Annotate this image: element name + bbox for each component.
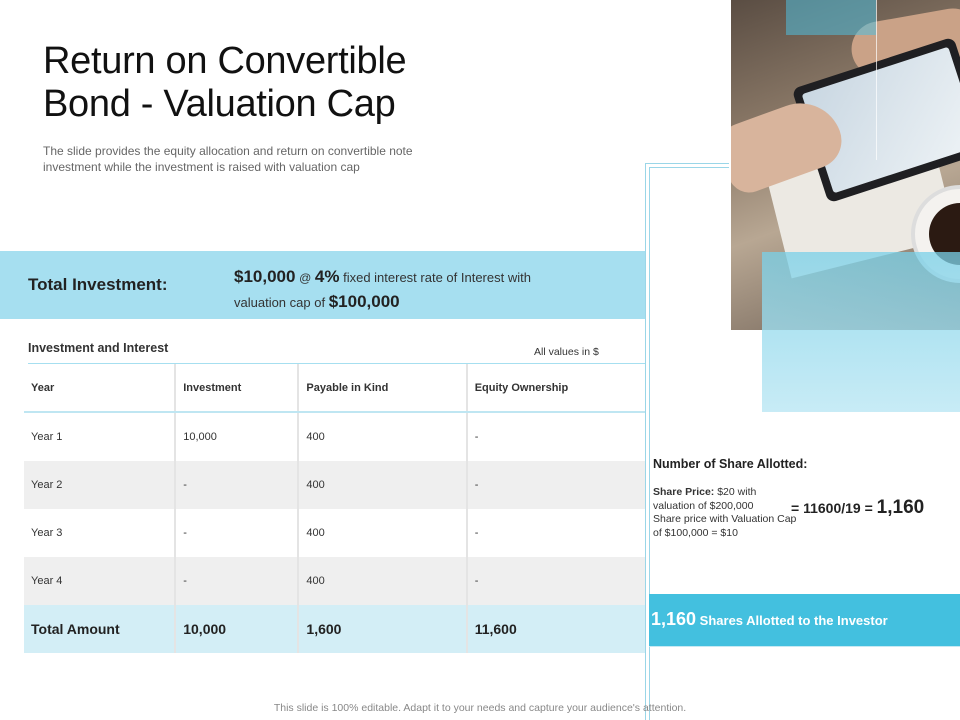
- frame-line: [649, 646, 960, 647]
- equation-text: = 11600/19: [791, 500, 861, 516]
- equation-equals: =: [864, 500, 873, 516]
- accent-panel: [762, 252, 960, 412]
- cell-investment: -: [175, 509, 298, 557]
- total-payable: 1,600: [298, 605, 466, 653]
- cell-payable: 400: [298, 509, 466, 557]
- share-price-label: Share Price:: [653, 486, 715, 498]
- header-equity-ownership: Equity Ownership: [467, 364, 645, 412]
- table-title: Investment and Interest: [28, 341, 169, 355]
- at-symbol: @: [299, 271, 312, 285]
- frame-line: [645, 163, 729, 164]
- table-note: All values in $: [534, 346, 599, 358]
- table-row: [24, 557, 645, 605]
- frame-line: [645, 163, 646, 720]
- header-year: Year: [24, 364, 175, 412]
- investment-table: [24, 364, 645, 653]
- total-equity: 11,600: [467, 605, 645, 653]
- interest-rate: 4%: [314, 267, 340, 286]
- total-label: Total Amount: [24, 605, 175, 653]
- investment-details: [234, 265, 594, 314]
- title-line-2: Bond - Valuation Cap: [43, 83, 396, 125]
- cell-equity: -: [474, 431, 479, 443]
- cell-year: Year 2: [24, 461, 175, 509]
- title-line-1: Return on Convertible: [43, 40, 407, 82]
- cell-equity: -: [467, 461, 645, 509]
- cell-year: Year 3: [24, 509, 175, 557]
- table-row: [24, 412, 645, 461]
- table-row: [24, 461, 645, 509]
- interest-rate-text: fixed interest rate of Interest with: [343, 270, 531, 285]
- total-investment: 10,000: [175, 605, 298, 653]
- table-header-row: [24, 364, 645, 412]
- cell-payable: 400: [298, 461, 466, 509]
- allotted-number: 1,160: [651, 609, 697, 629]
- share-calc-equation: [791, 497, 924, 519]
- cell-payable: 400: [298, 412, 466, 461]
- investment-amount: $10,000: [234, 267, 296, 286]
- table-total-row: [24, 605, 645, 653]
- cell-year: Year 1: [24, 412, 175, 461]
- valuation-cap-amount: $100,000: [328, 292, 400, 311]
- cell-equity: -: [467, 557, 645, 605]
- cell-investment: -: [175, 557, 298, 605]
- allotted-text: Shares Allotted to the Investor: [699, 613, 888, 628]
- photo-divider: [876, 0, 877, 160]
- cell-payable: 400: [298, 557, 466, 605]
- cell-year: Year 4: [24, 557, 175, 605]
- equation-result: 1,160: [876, 497, 925, 518]
- footer-note: This slide is 100% editable. Adapt it to your needs and capture your audience's attention.: [273, 702, 687, 714]
- valuation-cap-line: Share price with Valuation Cap of $100,000 = $10: [653, 513, 797, 539]
- slide-subtitle: The slide provides the equity allocation and return on convertible note investment while the investment is raised with valuation cap: [43, 144, 413, 174]
- header-investment: Investment: [175, 364, 298, 412]
- share-calc-details: [653, 486, 798, 540]
- cell-investment: 10,000: [175, 412, 298, 461]
- valuation-cap-text: valuation cap of: [234, 295, 326, 310]
- table-row: [24, 509, 645, 557]
- share-calc-title: Number of Share Allotted:: [653, 457, 808, 471]
- cell-investment: -: [175, 461, 298, 509]
- frame-line: [649, 167, 729, 168]
- share-price-text: $20 with valuation of $200,000: [653, 486, 757, 512]
- allotted-summary: [651, 609, 888, 630]
- photo-accent-square: [786, 0, 876, 35]
- slide-title: [43, 40, 513, 126]
- investment-label: Total Investment:: [28, 275, 168, 294]
- cell-equity: -: [474, 527, 479, 539]
- header-payable-in-kind: Payable in Kind: [298, 364, 466, 412]
